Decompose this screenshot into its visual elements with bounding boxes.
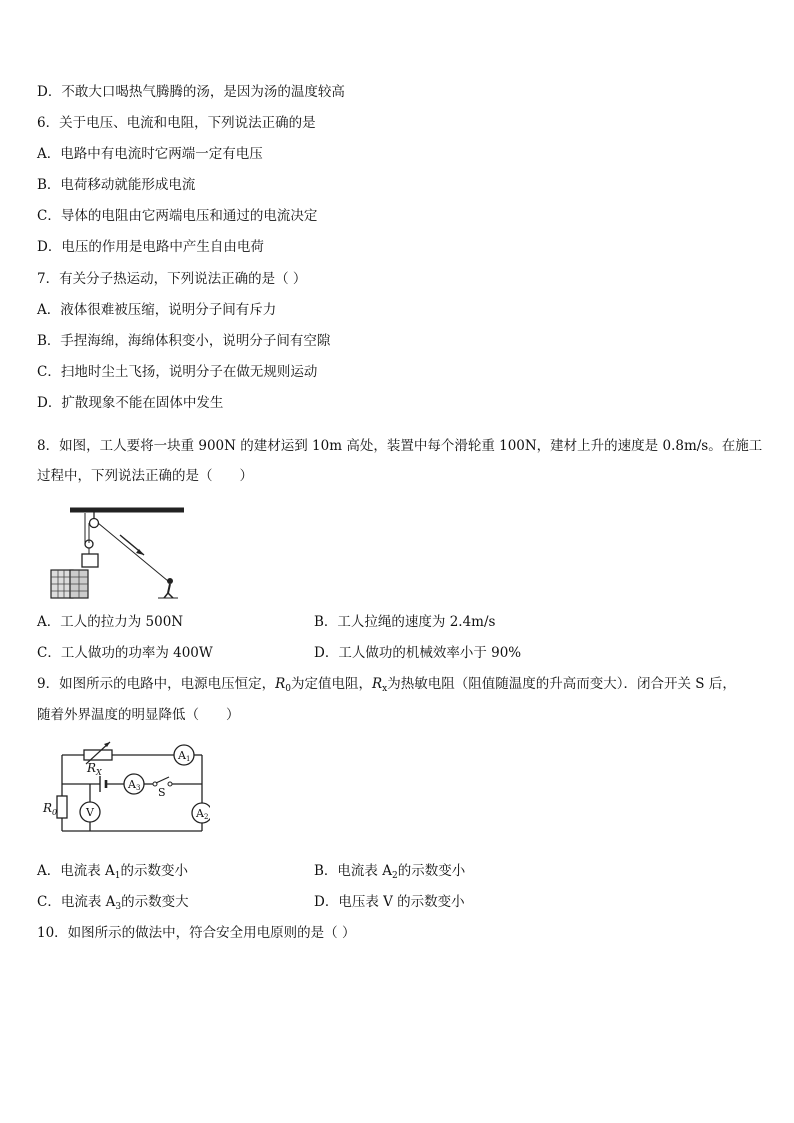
- rx-label-sub: X: [96, 768, 102, 777]
- switch-s: [156, 777, 169, 783]
- q9-option-b: B．电流表 $A_2$的示数变小: [314, 863, 466, 881]
- q6-option-a: A．电路中有电流时它两端一定有电压: [37, 146, 263, 162]
- switch-label: S: [158, 786, 166, 799]
- q9-option-a: A．电流表 $A_1$的示数变小: [37, 863, 189, 881]
- svg-text:R0: [42, 801, 57, 817]
- switch-contact: [168, 782, 172, 786]
- fixed-pulley: [90, 519, 99, 528]
- q6-option-d: D．电压的作用是电路中产生自由电荷: [37, 239, 264, 255]
- r0-label: R: [43, 801, 53, 815]
- pulley-figure: [44, 505, 194, 605]
- pull-rope: [98, 523, 168, 581]
- q10-stem: 10．如图所示的做法中，符合安全用电原则的是（ ）: [37, 925, 356, 941]
- svg-text:A2: A2: [196, 807, 209, 821]
- q9-option-c: C．电流表 $A_3$的示数变大: [37, 894, 189, 912]
- q7-option-a: A．液体很难被压缩，说明分子间有斥力: [37, 302, 277, 318]
- r0-label-sub: 0: [52, 808, 58, 817]
- svg-text:A3: A3: [128, 778, 141, 792]
- q7-stem: 7．有关分子热运动，下列说法正确的是（ ）: [37, 271, 307, 287]
- q8-stem-line2: 过程中，下列说法正确的是（ ）: [37, 468, 253, 484]
- svg-text:RX: [86, 761, 102, 777]
- building-material: [82, 554, 98, 567]
- q7-option-b: B．手捏海绵，海绵体积变小，说明分子间有空隙: [37, 333, 331, 349]
- svg-text:V: V: [86, 806, 94, 819]
- q9-stem-line1: 9．如图所示的电路中，电源电压恒定，$R_0$为定值电阻，$R_x$为热敏电阻（阻值随温度的升高而变大）．闭合开关 S 后，: [37, 676, 736, 694]
- rx-label: R: [87, 761, 97, 775]
- thermistor-rx: [84, 750, 112, 760]
- q8-option-b: B．工人拉绳的速度为 2.4m/s: [314, 614, 496, 630]
- q6-option-c: C．导体的电阻由它两端电压和通过的电流决定: [37, 208, 318, 224]
- svg-text:A1: A1: [178, 749, 191, 763]
- q8-stem-line1: 8．如图，工人要将一块重 900N 的建材运到 10m 高处，装置中每个滑轮重 100N，建材上升的速度是 0.8m/s。在施工: [37, 438, 763, 454]
- resistor-r0: [57, 796, 67, 818]
- q8-option-d: D．工人做功的机械效率小于 90%: [314, 645, 522, 661]
- circuit-figure: [40, 738, 210, 838]
- q8-option-a: A．工人的拉力为 500N: [37, 614, 184, 630]
- worker-figure: [158, 578, 178, 598]
- q6-stem: 6．关于电压、电流和电阻，下列说法正确的是: [37, 115, 316, 131]
- q9-stem-line2: 随着外界温度的明显降低（ ）: [37, 707, 240, 723]
- q9-option-d: D．电压表 V 的示数变小: [314, 894, 465, 910]
- q7-option-d: D．扩散现象不能在固体中发生: [37, 395, 224, 411]
- q7-option-c: C．扫地时尘土飞扬，说明分子在做无规则运动: [37, 364, 318, 380]
- q5-option-d: D．不敢大口喝热气腾腾的汤，是因为汤的温度较高: [37, 84, 345, 100]
- q8-option-c: C．工人做功的功率为 400W: [37, 645, 213, 661]
- q6-option-b: B．电荷移动就能形成电流: [37, 177, 196, 193]
